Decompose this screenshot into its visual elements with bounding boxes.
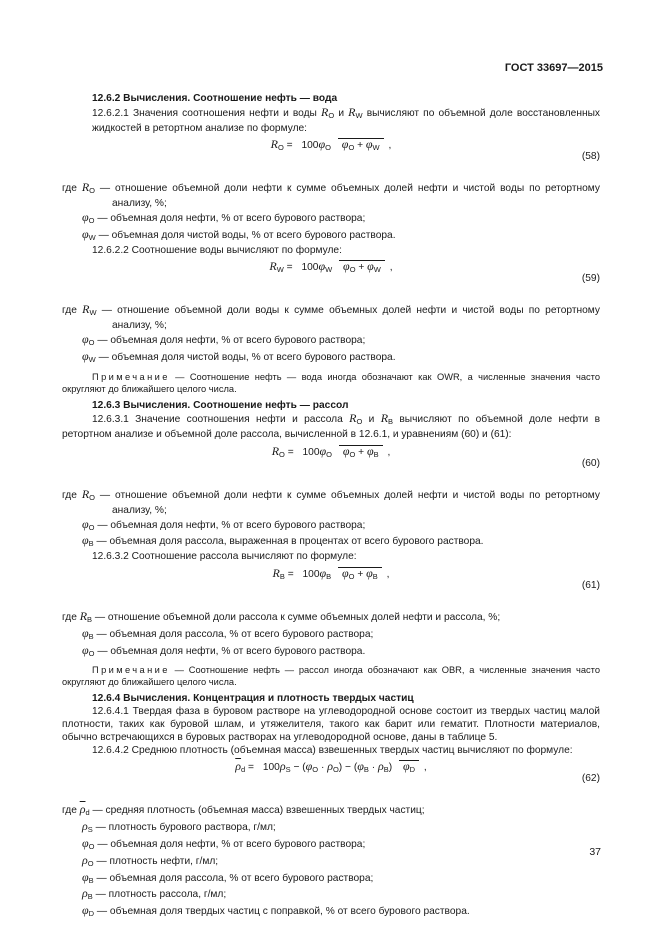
where-r-o: где $R_O$ — отношение объемной доли нефти к сумме объемных долей нефти и чистой воды по ретортному анализу, %; bbox=[62, 180, 601, 210]
def-phi-o: $\varphi_O$ — объемная доля нефти, % от всего бурового раствора; bbox=[82, 835, 366, 851]
section-heading-12-6-2: 12.6.2 Вычисления. Соотношение нефть — вода bbox=[92, 93, 338, 104]
paragraph-12-6-2-2: 12.6.2.2 Соотношение воды вычисляют по формуле: bbox=[92, 244, 342, 256]
where-r-w: где $R_W$ — отношение объемной доли воды к сумме объемных долей нефти и чистой воды по ретортному анализу, %; bbox=[62, 302, 600, 332]
formula-60: $R_O = 100\varphi_O$ $\varphi_O + \varphi_B$ , (60) bbox=[271, 443, 600, 469]
def-rho-b: $\rho_B$ — плотность рассола, г/мл; bbox=[82, 886, 227, 902]
formula-number-59: (59) bbox=[581, 273, 600, 285]
paragraph-12-6-4-1: 12.6.4.1 Твердая фаза в буровом растворе на углеводородной основе состоит из твердых частиц малой плотности, таких как буровой шлам, и утяжелителя, такого как барит или гематит. Плотности материалов, обычно встречающихся в буровых растворах на углеводородной основе, даны в таблице 5. bbox=[62, 706, 600, 743]
section-heading-12-6-3: 12.6.3 Вычисления. Соотношение нефть — рассол bbox=[92, 399, 349, 411]
def-phi-o: $\varphi_O$ — объемная доля нефти, % от всего бурового раствора; bbox=[82, 209, 366, 225]
paragraph-12-6-4-2: 12.6.4.2 Среднюю плотность (объемная масса) взвешенных твердых частиц вычисляют по формуле: bbox=[92, 744, 573, 756]
def-phi-o: $\varphi_O$ — объемная доля нефти, % от всего бурового раствора; bbox=[82, 516, 366, 532]
document-header: ГОСТ 33697—2015 bbox=[504, 62, 603, 74]
paragraph-12-6-3-2: 12.6.3.2 Соотношение рассола вычисляют по формуле: bbox=[92, 551, 357, 563]
where-r-o-2: где $R_O$ — отношение объемной доли нефти к сумме объемных долей нефти и чистой воды по ретортному анализу, %; bbox=[62, 486, 601, 516]
formula-number-61: (61) bbox=[581, 579, 600, 591]
formula-number-62: (62) bbox=[581, 773, 600, 785]
formula-number-60: (60) bbox=[581, 457, 600, 469]
def-phi-w: $\varphi_W$ — объемная доля чистой воды, % от всего бурового раствора. bbox=[82, 226, 396, 242]
note-obr: Примечание — Соотношение нефть — рассол иногда обозначают как OBR, а численные значения часто округляют до ближайшего целого числа. bbox=[62, 665, 600, 688]
where-rho-d: где $\overline{\rho}_d$ — средняя плотность (объемная масса) взвешенных твердых частиц; bbox=[62, 802, 425, 818]
formula-62: $\overline{\rho}_d = 100\rho_S - (\varphi_O \cdot \rho_O) - (\varphi_B \cdot \rho_B)$ $\varphi_D$ , (62) bbox=[235, 759, 600, 785]
def-phi-w: $\varphi_W$ — объемная доля чистой воды, % от всего бурового раствора. bbox=[82, 348, 396, 364]
def-phi-o: $\varphi_O$ — объемная доля нефти, % от всего бурового раствора; bbox=[82, 331, 366, 347]
section-heading-12-6-4: 12.6.4 Вычисления. Концентрация и плотность твердых частиц bbox=[92, 693, 414, 705]
formula-59: $R_W = 100\varphi_W$ $\varphi_O + \varphi_W$ , (59) bbox=[269, 259, 600, 285]
def-rho-o: $\rho_O$ — плотность нефти, г/мл; bbox=[82, 852, 219, 868]
note-owr: Примечание — Соотношение нефть — вода иногда обозначают как OWR, а численные значения часто округляют до ближайшего целого числа. bbox=[62, 371, 600, 394]
def-phi-b: $\varphi_B$ — объемная доля рассола, % от всего бурового раствора; bbox=[82, 625, 374, 641]
def-rho-s: $\rho_S$ — плотность бурового раствора, г/мл; bbox=[82, 819, 276, 835]
def-phi-o: $\varphi_O$ — объемная доля нефти, % от всего бурового раствора. bbox=[82, 642, 366, 658]
def-phi-d: $\varphi_D$ — объемная доля твердых частиц с поправкой, % от всего бурового раствора. bbox=[82, 903, 470, 919]
formula-number-58: (58) bbox=[581, 151, 600, 163]
def-phi-b: $\varphi_B$ — объемная доля рассола, % от всего бурового раствора; bbox=[82, 869, 374, 885]
def-phi-b: $\varphi_B$ — объемная доля рассола, выраженная в процентах от всего бурового раствора. bbox=[82, 533, 484, 549]
formula-58: $R_O = 100\varphi_O$ $\varphi_O + \varphi_W$ , (58) bbox=[270, 137, 600, 163]
where-r-b: где $R_B$ — отношение объемной доли рассола к сумме объемных долей нефти и рассола, %; bbox=[62, 608, 501, 624]
paragraph-12-6-3-1: 12.6.3.1 Значение соотношения нефти и рассола $R_O$ и $R_B$ вычисляют по объемной доле нефти в ретортном анализе и объемной доле рассола, вычисленной в 12.6.1, и уравнениям (60) и (61): bbox=[62, 411, 600, 441]
paragraph-12-6-2-1: 12.6.2.1 Значения соотношения нефти и воды $R_O$ и $R_W$ вычисляют по объемной доле восстановленных жидкостей в ретортном анализе по формуле: bbox=[92, 104, 601, 134]
page-content bbox=[62, 93, 600, 921]
formula-61: $R_B = 100\varphi_B$ $\varphi_O + \varphi_B$ , (61) bbox=[272, 565, 600, 591]
page-number: 37 bbox=[589, 846, 601, 858]
